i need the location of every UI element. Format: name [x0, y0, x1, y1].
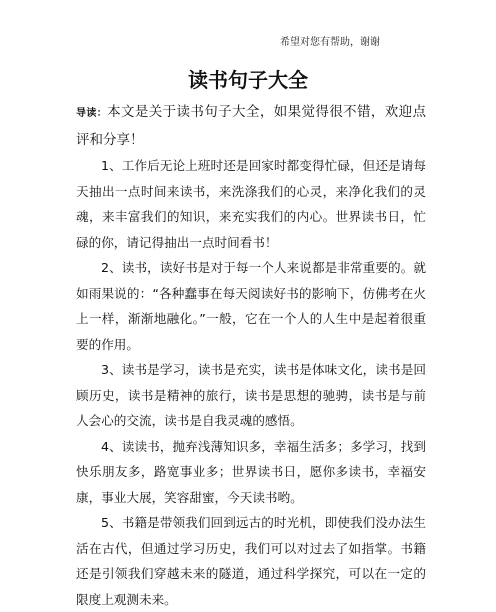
- intro-paragraph: [76, 99, 426, 153]
- header-note: 希望对您有帮助，谢谢: [280, 37, 380, 48]
- intro-text: 本文是关于读书句子大全，如果觉得很不错，欢迎点评和分享！: [76, 104, 426, 148]
- paragraph-2: 2、读书，读好书是对于每一个人来说都是非常重要的。就如雨果说的：“各种蠢事在每天阅读好书的影响下，仿佛考在火上一样，渐渐地融化。”一般，它在一个人的人生中是起着很重要的作用。: [76, 260, 426, 352]
- paragraph-5: 5、书籍是带领我们回到远古的时光机，即使我们没办法生活在古代，但通过学习历史，我们可以对过去了如指掌。书籍还是引领我们穿越未来的隧道，通过科学探究，可以在一定的限度上观测未来。: [76, 515, 426, 607]
- paragraph-1: 1、工作后无论上班时还是回家时都变得忙碌，但还是请每天抽出一点时间来读书，来洗涤我们的心灵，来净化我们的灵魂，来丰富我们的知识，来充实我们的内心。世界读书日，忙碌的你，请记得抽出一点时间看书！: [76, 158, 426, 250]
- article-body: [76, 99, 426, 612]
- page-title: 读书句子大全: [188, 68, 308, 92]
- paragraph-4: 4、读读书，抛弃浅薄知识多，幸福生活多；多学习，找到快乐朋友多，路宽事业多；世界读书日，愿你多读书，幸福安康，事业大展，笑容甜蜜，今天读书哟。: [76, 438, 426, 505]
- paragraph-3: 3、读书是学习，读书是充实，读书是体味文化，读书是回顾历史，读书是精神的旅行，读书是思想的驰骋，读书是与前人会心的交流，读书是自我灵魂的感悟。: [76, 362, 426, 428]
- intro-label: 导读：: [76, 108, 108, 119]
